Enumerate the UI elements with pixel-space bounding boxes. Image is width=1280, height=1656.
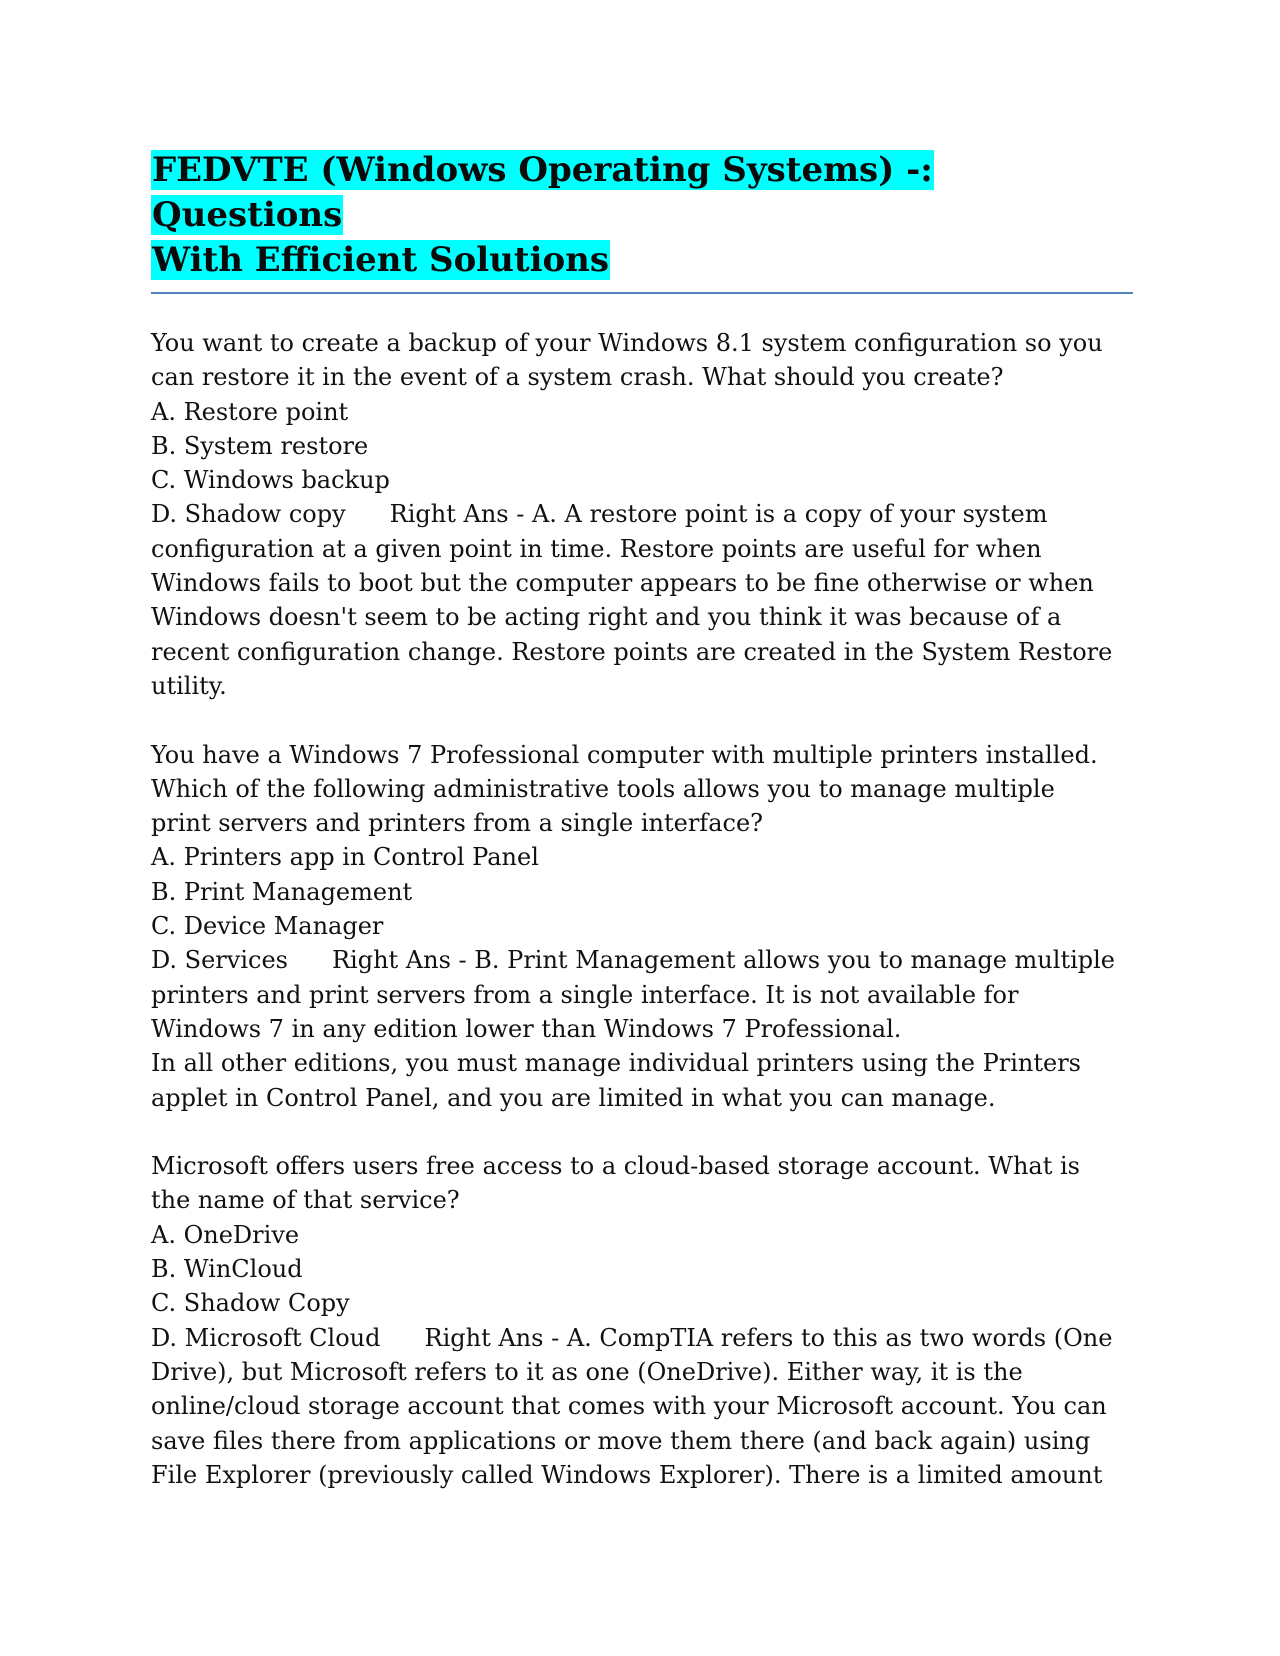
option-line: B. WinCloud <box>151 1255 303 1284</box>
title-line-1: FEDVTE (Windows Operating Systems) -: Questions <box>152 150 933 235</box>
document-page <box>151 148 1133 1492</box>
question-block <box>151 1149 1133 1492</box>
document-body <box>151 326 1133 1492</box>
option-line: C. Device Manager <box>151 912 384 941</box>
answer-line: save files there from applications or move them there (and back again) using <box>151 1426 1091 1455</box>
document-title <box>151 148 1133 283</box>
answer-line: File Explorer (previously called Windows Explorer). There is a limited amount <box>151 1460 1103 1489</box>
paragraph-gap <box>151 703 1133 737</box>
question-block <box>151 326 1133 703</box>
answer-line: Windows doesn't seem to be acting right and you think it was because of a <box>151 603 1062 632</box>
question-line: print servers and printers from a single interface? <box>151 809 764 838</box>
answer-line: utility. <box>151 671 227 700</box>
last-option: D. Services <box>151 946 288 975</box>
question-line: the name of that service? <box>151 1186 460 1215</box>
option-line: A. Restore point <box>151 397 349 426</box>
answer-start: Right Ans - B. Print Management allows you to manage multiple <box>331 946 1116 975</box>
answer-line: configuration at a given point in time. Restore points are useful for when <box>151 534 1042 563</box>
question-line: You have a Windows 7 Professional computer with multiple printers installed. <box>151 740 1098 769</box>
question-line: You want to create a backup of your Windows 8.1 system configuration so you <box>151 329 1103 357</box>
answer-line: applet in Control Panel, and you are limited in what you can manage. <box>151 1083 996 1112</box>
answer-start-line <box>151 1321 1133 1355</box>
answer-start: Right Ans - A. CompTIA refers to this as two words (One <box>424 1323 1113 1352</box>
title-underline-rule <box>151 292 1133 294</box>
question-line: Microsoft offers users free access to a cloud-based storage account. What is <box>151 1152 1080 1181</box>
option-line: C. Windows backup <box>151 466 390 495</box>
answer-line: printers and print servers from a single interface. It is not available for <box>151 980 1019 1009</box>
answer-start: Right Ans - A. A restore point is a copy of your system <box>389 500 1048 529</box>
last-option: D. Microsoft Cloud <box>151 1323 381 1352</box>
answer-line: Windows 7 in any edition lower than Windows 7 Professional. <box>151 1014 902 1043</box>
answer-line: online/cloud storage account that comes with your Microsoft account. You can <box>151 1392 1107 1421</box>
answer-line: Windows fails to boot but the computer appears to be fine otherwise or when <box>151 569 1094 598</box>
answer-start-line <box>151 943 1133 977</box>
option-line: B. System restore <box>151 431 369 460</box>
option-line: A. OneDrive <box>151 1220 300 1249</box>
answer-line: recent configuration change. Restore points are created in the System Restore <box>151 637 1113 666</box>
option-line: C. Shadow Copy <box>151 1289 350 1318</box>
question-line: can restore it in the event of a system crash. What should you create? <box>151 363 1004 392</box>
option-line: B. Print Management <box>151 877 413 906</box>
option-line: A. Printers app in Control Panel <box>151 843 539 872</box>
question-line: Which of the following administrative tools allows you to manage multiple <box>151 774 1055 803</box>
title-line-2: With Efficient Solutions <box>152 240 610 280</box>
question-block <box>151 738 1133 1115</box>
last-option: D. Shadow copy <box>151 500 346 529</box>
paragraph-gap <box>151 1115 1133 1149</box>
answer-start-line <box>151 497 1133 531</box>
answer-line: In all other editions, you must manage individual printers using the Printers <box>151 1049 1081 1078</box>
answer-line: Drive), but Microsoft refers to it as one (OneDrive). Either way, it is the <box>151 1357 1023 1386</box>
